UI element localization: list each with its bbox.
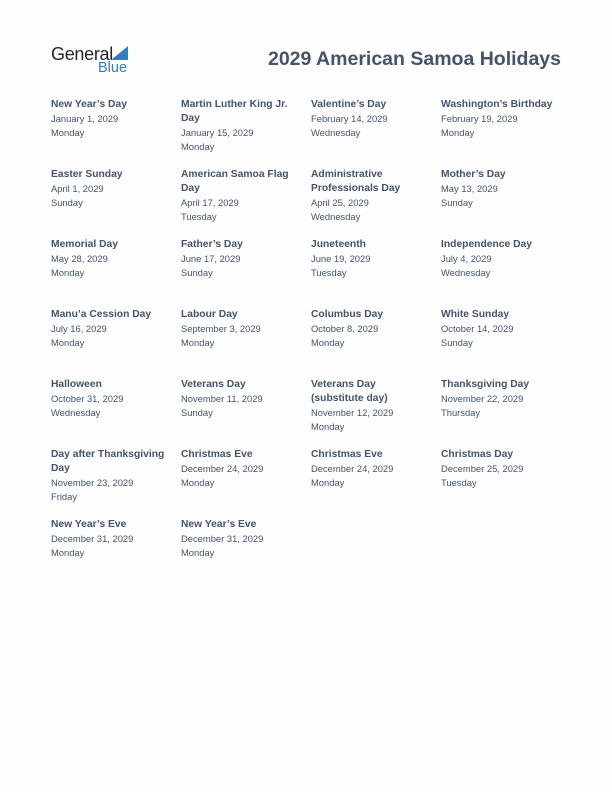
holiday-name: Day after Thanksgiving Day (51, 449, 165, 474)
holiday-item (51, 308, 169, 349)
holiday-name: New Year’s Day (51, 99, 127, 110)
holiday-weekday: Monday (181, 140, 215, 152)
holiday-item (51, 378, 169, 419)
holiday-item (181, 378, 299, 419)
holiday-weekday: Monday (51, 266, 85, 278)
holiday-name: Father’s Day (181, 239, 243, 250)
holiday-date: June 17, 2029 (181, 253, 241, 264)
holiday-name: New Year’s Eve (51, 519, 127, 530)
page-title: 2029 American Samoa Holidays (267, 48, 561, 70)
holiday-item (311, 238, 429, 279)
holiday-weekday: Sunday (441, 196, 473, 208)
holiday-weekday: Monday (311, 336, 345, 348)
holiday-item (51, 448, 169, 503)
holiday-row (51, 98, 571, 168)
holiday-item (311, 98, 429, 139)
holiday-item (51, 238, 169, 279)
holiday-date: November 12, 2029 (311, 407, 394, 418)
holiday-date: January 1, 2029 (51, 113, 119, 124)
holiday-weekday: Tuesday (311, 266, 347, 278)
holiday-name: Mother’s Day (441, 169, 506, 180)
holiday-date: December 31, 2029 (51, 533, 134, 544)
logo-triangle-icon (111, 46, 128, 60)
brand-logo (51, 44, 141, 78)
holiday-name: Easter Sunday (51, 169, 123, 180)
holiday-date: May 28, 2029 (51, 253, 108, 264)
holiday-weekday: Wednesday (311, 210, 361, 222)
holiday-weekday: Monday (181, 336, 215, 348)
holiday-item (181, 518, 299, 559)
holiday-date: February 14, 2029 (311, 113, 388, 124)
holiday-name: Labour Day (181, 309, 238, 320)
holiday-name: White Sunday (441, 309, 510, 320)
holiday-weekday: Tuesday (441, 476, 477, 488)
holiday-item (181, 448, 299, 489)
holiday-row (51, 448, 571, 518)
holiday-item (311, 308, 429, 349)
holiday-name: Christmas Eve (181, 449, 253, 460)
holiday-date: January 15, 2029 (181, 127, 254, 138)
holiday-weekday: Wednesday (311, 126, 361, 138)
holiday-date: April 1, 2029 (51, 183, 104, 194)
holiday-name: New Year’s Eve (181, 519, 257, 530)
holiday-date: July 16, 2029 (51, 323, 107, 334)
holiday-item (441, 238, 559, 279)
holiday-name: Christmas Day (441, 449, 514, 460)
holiday-row (51, 168, 571, 238)
holiday-item (441, 378, 559, 419)
holiday-date: December 24, 2029 (311, 463, 394, 474)
holiday-weekday: Tuesday (181, 210, 217, 222)
holiday-date: October 31, 2029 (51, 393, 124, 404)
holiday-item (181, 308, 299, 349)
holiday-date: November 23, 2029 (51, 477, 134, 488)
logo-blue-text: Blue (98, 60, 128, 76)
holiday-name: Valentine’s Day (311, 99, 387, 110)
logo-general-text: General (51, 44, 113, 64)
holiday-name: Thanksgiving Day (441, 379, 530, 390)
holiday-weekday: Monday (51, 336, 85, 348)
holiday-weekday: Monday (51, 546, 85, 558)
holiday-name: Washington’s Birthday (441, 99, 553, 110)
holiday-item (51, 98, 169, 139)
holiday-weekday: Wednesday (441, 266, 491, 278)
holiday-row (51, 238, 571, 308)
holiday-name: Manu’a Cession Day (51, 309, 152, 320)
holiday-name: Christmas Eve (311, 449, 383, 460)
holiday-date: November 22, 2029 (441, 393, 524, 404)
holiday-date: February 19, 2029 (441, 113, 518, 124)
holiday-weekday: Friday (51, 490, 78, 502)
holiday-date: October 8, 2029 (311, 323, 379, 334)
holiday-grid (51, 98, 571, 588)
holiday-weekday: Monday (181, 546, 215, 558)
holiday-item (441, 98, 559, 139)
holiday-weekday: Monday (311, 420, 345, 432)
holiday-weekday: Thursday (441, 406, 481, 418)
holiday-name: Memorial Day (51, 239, 118, 250)
holiday-date: May 13, 2029 (441, 183, 498, 194)
holiday-row (51, 378, 571, 448)
holiday-name: Veterans Day (181, 379, 246, 390)
holiday-weekday: Monday (441, 126, 475, 138)
holiday-date: July 4, 2029 (441, 253, 492, 264)
holiday-item (51, 518, 169, 559)
holiday-date: April 17, 2029 (181, 197, 239, 208)
holiday-item (311, 448, 429, 489)
holiday-item (181, 98, 299, 153)
holiday-item (181, 168, 299, 223)
holiday-date: April 25, 2029 (311, 197, 369, 208)
holiday-weekday: Monday (51, 126, 85, 138)
holiday-row (51, 308, 571, 378)
holiday-name: American Samoa Flag Day (181, 169, 289, 194)
holiday-weekday: Sunday (51, 196, 83, 208)
holiday-weekday: Wednesday (51, 406, 101, 418)
holiday-name: Columbus Day (311, 309, 384, 320)
holiday-row (51, 518, 571, 588)
holiday-name: Independence Day (441, 239, 532, 250)
holiday-weekday: Monday (311, 476, 345, 488)
holiday-date: September 3, 2029 (181, 323, 261, 334)
holiday-item (441, 168, 559, 209)
holiday-item (311, 378, 429, 433)
holiday-date: November 11, 2029 (181, 393, 263, 404)
holiday-date: December 24, 2029 (181, 463, 264, 474)
holiday-weekday: Monday (181, 476, 215, 488)
holiday-date: December 25, 2029 (441, 463, 524, 474)
holiday-item (181, 238, 299, 279)
holiday-name: Administrative Professionals Day (311, 169, 401, 194)
holiday-date: October 14, 2029 (441, 323, 514, 334)
holiday-weekday: Sunday (181, 266, 213, 278)
holiday-name: Halloween (51, 379, 102, 390)
holiday-name: Juneteenth (311, 239, 366, 250)
holiday-name: Martin Luther King Jr. Day (181, 99, 288, 124)
holiday-date: December 31, 2029 (181, 533, 264, 544)
holiday-name: Veterans Day (substitute day) (311, 379, 388, 404)
holiday-weekday: Sunday (441, 336, 473, 348)
holiday-item (51, 168, 169, 209)
holiday-item (441, 308, 559, 349)
holiday-weekday: Sunday (181, 406, 213, 418)
holiday-item (441, 448, 559, 489)
holiday-item (311, 168, 429, 223)
holiday-date: June 19, 2029 (311, 253, 371, 264)
